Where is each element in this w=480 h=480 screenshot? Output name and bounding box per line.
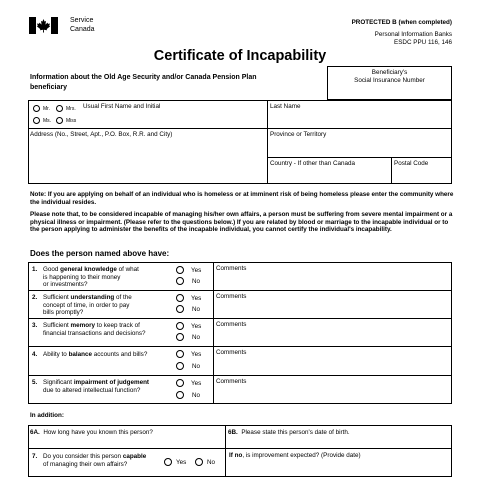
question-3-text-line2: financial transactions and decisions? <box>43 329 146 337</box>
question-5-text-pre: Significant <box>43 379 74 386</box>
in-addition-heading: In addition: <box>30 412 64 419</box>
beneficiary-section-title-line1: Information about the Old Age Security and/or Canada Pension Plan <box>30 74 257 81</box>
question-7-improvement[interactable] <box>229 452 361 460</box>
postal-code-field-label[interactable]: Postal Code <box>394 160 429 167</box>
question-4-no-radio[interactable] <box>176 362 184 370</box>
question-1-text-line3: or investments? <box>43 281 88 288</box>
question-2-no-radio[interactable] <box>176 305 184 313</box>
question-2-text-pre: Sufficient <box>43 294 71 301</box>
question-7-no-label: No <box>207 459 216 466</box>
question-2-text-post: of the <box>114 294 132 301</box>
question-4-no-label: No <box>192 363 201 370</box>
info-bank-line1: Personal Information Banks <box>374 31 452 38</box>
questions-heading: Does the person named above have: <box>30 249 170 258</box>
question-5-text-line2: due to altered intellectual function? <box>43 386 141 394</box>
question-2-yes-label: Yes <box>191 295 202 302</box>
question-1-number: 1. <box>32 266 38 273</box>
country-field-label[interactable]: Country - If other than Canada <box>270 160 356 167</box>
question-2-comments-field[interactable]: Comments <box>216 293 247 300</box>
question-2-number: 2. <box>32 294 38 301</box>
question-1-text-line2: is happening to their money <box>43 273 121 281</box>
question-7 <box>32 453 172 468</box>
question-3-yes-radio[interactable] <box>176 322 184 330</box>
salutation-mrs-radio[interactable] <box>56 105 63 112</box>
question-3-number: 3. <box>32 322 38 329</box>
question-2-text-line3: bills promptly? <box>43 309 84 316</box>
question-7-text-line2: of managing their own affairs? <box>43 461 128 468</box>
info-bank-line2: ESDC PPU 116, 146 <box>394 39 452 46</box>
question-7-text-pre: Do you consider this person <box>43 453 123 460</box>
question-1-no-label: No <box>192 278 201 285</box>
question-2-text-bold: understanding <box>70 294 115 301</box>
question-2-text-line2: concept of time, in order to pay <box>43 301 130 309</box>
salutation-mrs-label: Mrs. <box>66 106 76 112</box>
protected-label: PROTECTED B (when completed) <box>351 19 452 26</box>
salutation-miss-label: Miss <box>66 118 77 124</box>
question-1-text-post: of what <box>116 266 139 273</box>
question-6b-text: Please state this person's date of birth. <box>241 429 350 436</box>
question-3-text-bold: memory <box>70 322 96 329</box>
question-4-yes-label: Yes <box>191 351 202 358</box>
page-title: Certificate of Incapability <box>153 48 327 64</box>
question-5-text-bold: impairment of judgement <box>73 379 150 386</box>
question-7-if: If <box>229 452 235 459</box>
question-5-yes-radio[interactable] <box>176 379 184 387</box>
beneficiary-section-title-line2: beneficiary <box>30 84 67 91</box>
question-6a[interactable] <box>30 429 153 437</box>
question-2-no-label: No <box>192 306 201 313</box>
question-7-yes-label: Yes <box>176 459 187 466</box>
question-4-number: 4. <box>32 351 38 358</box>
question-3-text-post: to keep track of <box>95 322 140 329</box>
question-4-yes-radio[interactable] <box>176 350 184 358</box>
question-7-improvement-text: , is improvement expected? (Provide date) <box>242 452 361 459</box>
question-5-yes-label: Yes <box>191 380 202 387</box>
question-3-no-radio[interactable] <box>176 333 184 341</box>
question-1-no-radio[interactable] <box>176 277 184 285</box>
question-1-text-pre: Good <box>43 266 61 273</box>
question-1-text-bold: general knowledge <box>60 266 117 273</box>
question-5-no-radio[interactable] <box>176 391 184 399</box>
question-7-no-radio[interactable] <box>195 458 203 466</box>
question-4-text-pre: Ability to <box>43 351 69 358</box>
question-7-number: 7. <box>32 453 38 460</box>
question-7-text-bold: capable <box>122 453 147 460</box>
first-name-field-label[interactable]: Usual First Name and Initial <box>83 103 161 110</box>
canada-flag-icon <box>29 17 58 34</box>
org-name-line1: Service <box>70 17 94 24</box>
beneficiary-address-grid <box>28 100 452 184</box>
address-field-label[interactable]: Address (No., Street, Apt., P.O. Box, R.R. and City) <box>30 131 173 138</box>
question-4-text-post: accounts and bills? <box>92 351 148 358</box>
question-6b-number: 6B. <box>228 429 238 436</box>
question-4-comments-field[interactable]: Comments <box>216 349 247 356</box>
question-3-yes-label: Yes <box>191 323 202 330</box>
org-name-line2: Canada <box>70 26 95 33</box>
question-6a-number: 6A. <box>30 429 40 436</box>
question-5-number: 5. <box>32 379 38 386</box>
question-2-yes-radio[interactable] <box>176 294 184 302</box>
question-1-yes-label: Yes <box>191 267 202 274</box>
salutation-ms-label: Ms. <box>43 118 52 124</box>
question-3-comments-field[interactable]: Comments <box>216 321 247 328</box>
salutation-miss-radio[interactable] <box>56 117 63 124</box>
question-6a-text: How long have you known this person? <box>43 429 153 436</box>
sin-label-line2: Social Insurance Number <box>354 77 425 84</box>
question-3-text-pre: Sufficient <box>43 322 71 329</box>
question-1-comments-field[interactable]: Comments <box>216 265 247 272</box>
question-7-yes-radio[interactable] <box>164 458 172 466</box>
last-name-field-label[interactable]: Last Name <box>270 103 301 110</box>
homeless-note: Note: If you are applying on behalf of an individual who is homeless or at imminent risk of being homeless please enter the community where the individual resides. <box>30 191 454 206</box>
question-5-comments-field[interactable]: Comments <box>216 378 247 385</box>
salutation-mr-radio[interactable] <box>33 105 40 112</box>
question-5-no-label: No <box>192 392 201 399</box>
question-1-yes-radio[interactable] <box>176 266 184 274</box>
question-4-text-bold: balance <box>68 351 93 358</box>
incapability-note: Please note that, to be considered incapable of managing his/her own affairs, a person must be suffering from severe mental impairment or a physical illness or impairment. (Please refer to the questions below.) If you are related by blood or marriage to the incapable individual or to the person applying to administer the benefits of the incapable individual, you cannot certify the individual's incapability. <box>30 211 453 233</box>
question-3-no-label: No <box>192 334 201 341</box>
salutation-mr-label: Mr. <box>43 106 50 112</box>
salutation-ms-radio[interactable] <box>33 117 40 124</box>
question-7-no-word: no <box>234 452 243 459</box>
province-field-label[interactable]: Province or Territory <box>270 131 327 138</box>
sin-label-line1: Beneficiary's <box>371 69 408 76</box>
question-6b[interactable] <box>228 429 350 437</box>
